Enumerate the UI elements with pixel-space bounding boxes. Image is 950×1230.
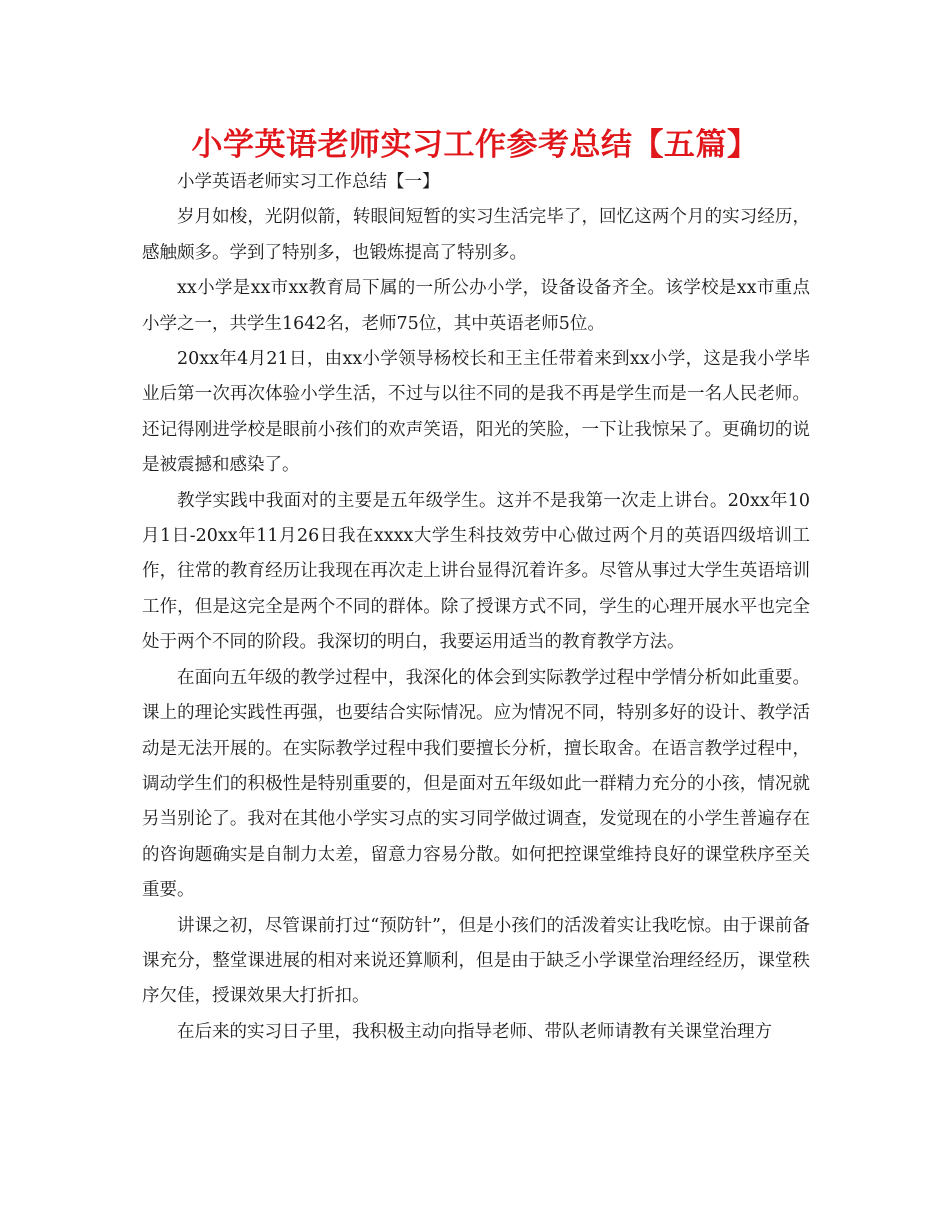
paragraph: 岁月如梭，光阴似箭，转眼间短暂的实习生活完毕了，回忆这两个月的实习经历，感触颇多。学到了特别多，也锻炼提高了特别多。	[142, 207, 810, 263]
paragraph: 教学实践中我面对的主要是五年级学生。这并不是我第一次走上讲台。20xx年10月1日-20xx年11月26日我在xxxx大学生科技效劳中心做过两个月的英语四级培训工作，往常的教育经历让我现在再次走上讲台显得沉着许多。尽管从事过大学生英语培训工作，但是这完全是两个不同的群体。除了授课方式不同，学生的心理开展水平也完全处于两个不同的阶段。我深切的明白，我要运用适当的教育教学方法。	[142, 490, 810, 653]
section-heading: 小学英语老师实习工作总结【一】	[177, 172, 440, 192]
paragraph: xx小学是xx市xx教育局下属的一所公办小学，设备设备齐全。该学校是xx市重点小学之一，共学生1642名，老师75位，其中英语老师5位。	[142, 278, 810, 334]
paragraph: 在后来的实习日子里，我积极主动向指导老师、带队老师请教有关课堂治理方	[177, 1021, 772, 1042]
document-body	[142, 165, 810, 1050]
document-title: 小学英语老师实习工作参考总结【五篇】	[191, 127, 759, 163]
paragraph: 讲课之初，尽管课前打过“预防针”，但是小孩们的活泼着实让我吃惊。由于课前备课充分，整堂课进展的相对来说还算顺利，但是由于缺乏小学课堂治理经经历，课堂秩序欠佳，授课效果大打折扣。	[142, 915, 810, 1007]
paragraph: 20xx年4月21日，由xx小学领导杨校长和王主任带着来到xx小学，这是我小学毕业后第一次再次体验小学生活，不过与以往不同的是我不再是学生而是一名人民老师。还记得刚进学校是眼前小孩们的欢声笑语，阳光的笑脸，一下让我惊呆了。更确切的说是被震撼和感染了。	[142, 349, 810, 476]
paragraph: 在面向五年级的教学过程中，我深化的体会到实际教学过程中学情分析如此重要。课上的理论实践性再强，也要结合实际情况。应为情况不同，特别多好的设计、教学活动是无法开展的。在实际教学过程中我们要擅长分析，擅长取舍。在语言教学过程中，调动学生们的积极性是特别重要的，但是面对五年级如此一群精力充分的小孩，情况就另当别论了。我对在其他小学实习点的实习同学做过调查，发觉现在的小学生普遍存在的咨询题确实是自制力太差，留意力容易分散。如何把控课堂维持良好的课堂秩序至关重要。	[142, 667, 810, 901]
